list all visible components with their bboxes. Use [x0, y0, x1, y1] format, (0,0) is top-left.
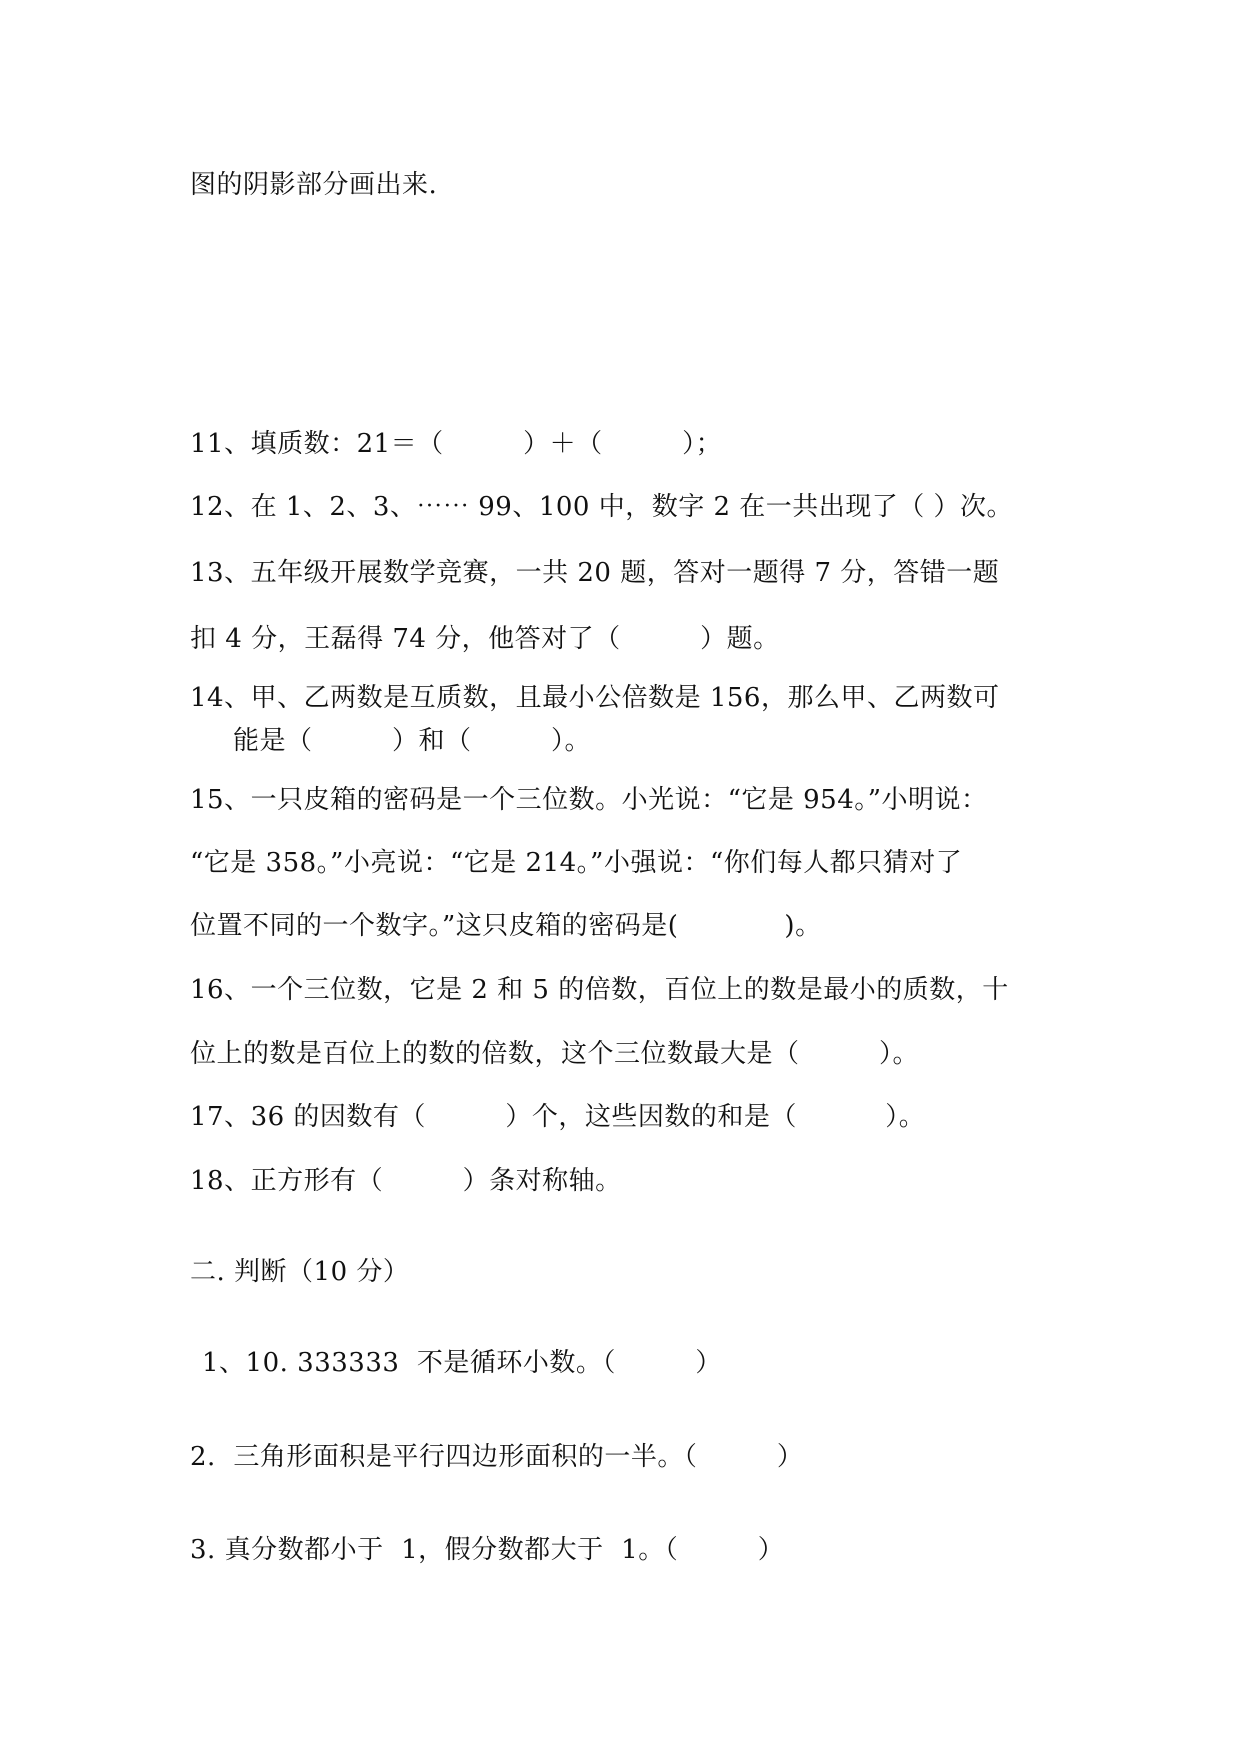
judge-question-3: 3. 真分数都小于 1，假分数都大于 1。（ ） — [190, 1535, 785, 1565]
judge-question-2: 2. 三角形面积是平行四边形面积的一半。（ ） — [190, 1442, 804, 1472]
section-heading-judge: 二. 判断（10 分） — [190, 1257, 410, 1287]
question-12: 12、在 1、2、3、⋯⋯ 99、100 中，数字 2 在一共出现了（ ）次。 — [190, 492, 1014, 522]
question-17: 17、36 的因数有（ ）个，这些因数的和是（ ）。 — [190, 1102, 926, 1132]
previous-question-continuation: 图的阴影部分画出来. — [190, 170, 438, 200]
question-15-line-3: 位置不同的一个数字。”这只皮箱的密码是( )。 — [190, 911, 822, 941]
question-13-line-2: 扣 4 分，王磊得 74 分，他答对了（ ）题。 — [190, 624, 780, 654]
question-18: 18、正方形有（ ）条对称轴。 — [190, 1166, 622, 1196]
question-13-line-1: 13、五年级开展数学竞赛，一共 20 题，答对一题得 7 分，答错一题 — [190, 558, 1000, 588]
judge-question-1: 1、10. 333333 不是循环小数。（ ） — [202, 1348, 722, 1378]
question-16-line-2: 位上的数是百位上的数的倍数，这个三位数最大是（ ）。 — [190, 1039, 920, 1069]
question-11: 11、填质数：21＝（ ）＋（ ）； — [190, 429, 723, 459]
question-15-line-1: 15、一只皮箱的密码是一个三位数。小光说：“它是 954。”小明说： — [190, 785, 988, 815]
question-16-line-1: 16、一个三位数，它是 2 和 5 的倍数，百位上的数是最小的质数，十 — [190, 975, 1009, 1005]
question-15-line-2: “它是 358。”小亮说：“它是 214。”小强说：“你们每人都只猜对了 — [190, 848, 963, 878]
question-14-line-2: 能是（ ）和（ ）。 — [233, 726, 592, 756]
question-14-line-1: 14、甲、乙两数是互质数，且最小公倍数是 156，那么甲、乙两数可 — [190, 683, 1000, 713]
